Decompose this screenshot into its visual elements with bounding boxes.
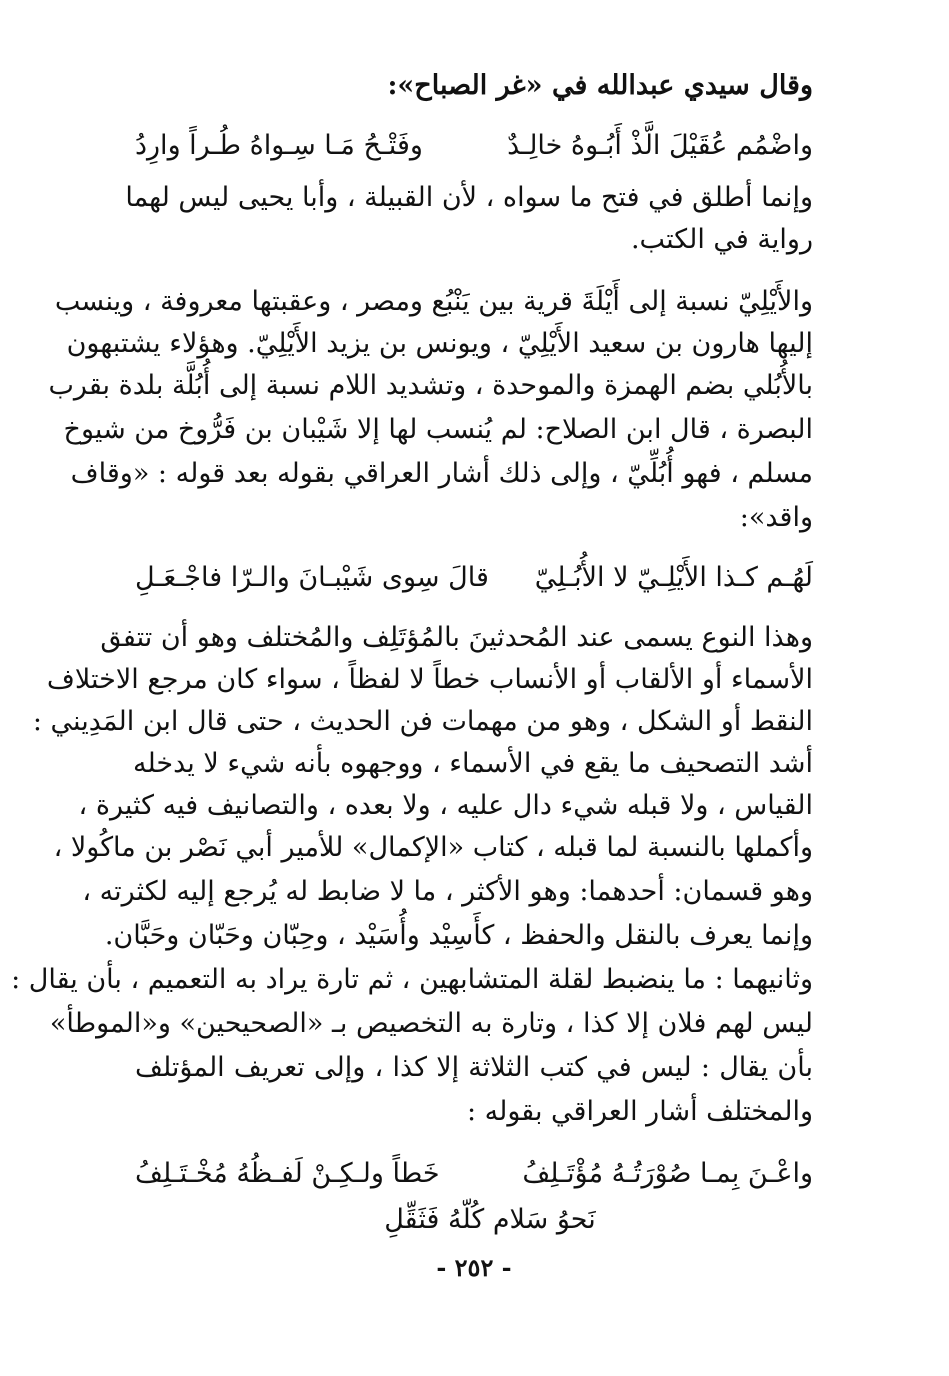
paragraph-line: مسلم ، فهو أُبُلِّيّ ، وإلى ذلك أشار العراقي بقوله بعد قوله : «وقاف xyxy=(70,458,813,489)
paragraph-line: النقط أو الشكل ، وهو من مهمات فن الحديث ، حتى قال ابن المَدِيني : xyxy=(32,706,813,737)
paragraph-line: البصرة ، قال ابن الصلاح: لم يُنسب لها إلا شَيْبان بن فَرُّوخ من شيوخ xyxy=(63,414,813,445)
verse-3-second-hemistich: خَطاً ولـكِـنْ لَفـظُهُ مُخْـتَـلِفُ xyxy=(135,1158,440,1189)
paragraph-line: وأكملها بالنسبة لما قبله ، كتاب «الإكمال» للأمير أبي نَصْر بن ماكُولا ، xyxy=(53,832,813,863)
paragraph-line: والأَيْلِيّ نسبة إلى أَيْلَةَ قرية بين يَنْبُع ومصر ، وعقبتها معروفة ، وينسب xyxy=(54,286,813,317)
paragraph-line: أشد التصحيف ما يقع في الأسماء ، ووجهوه بأنه شيء لا يدخله xyxy=(133,748,813,779)
paragraph-line: وهو قسمان: أحدهما: وهو الأكثر ، ما لا ضابط له يُرجع إليه لكثرته ، xyxy=(82,876,813,907)
verse-3-tail: نَحوُ سَلام كُلّهُ فَثَقِّلِ xyxy=(384,1204,596,1235)
section-heading: وقال سيدي عبدالله في «غر الصباح»: xyxy=(387,70,813,101)
paragraph-line: وإنما أطلق في فتح ما سواه ، لأن القبيلة ، وأبا يحيى ليس لهما xyxy=(125,182,813,213)
paragraph-line: والمختلف أشار العراقي بقوله : xyxy=(466,1096,813,1127)
verse-3 xyxy=(135,1154,813,1194)
paragraph-line: ليس لهم فلان إلا كذا ، وتارة به التخصيص بـ «الصحيحين» و«الموطأ» xyxy=(49,1008,813,1039)
paragraph-line: وإنما يعرف بالنقل والحفظ ، كأَسِيْد وأُسَيْد ، وحِبّان وحَبّان وحَبَّان. xyxy=(104,920,813,951)
verse-2-first-hemistich: لَهُـم كـذا الأَيْلِـيّ لا الأُبُـلِيّ xyxy=(534,562,813,593)
verse-1-second-hemistich: وفَتْـحُ مَـا سِـواهُ طُـراً وارِدُ xyxy=(135,130,423,161)
verse-1-first-hemistich: واضْمُم عُقَيْلَ الَّذْ أَبُـوهُ خالِـدٌ xyxy=(507,130,813,161)
verse-1 xyxy=(135,126,813,166)
paragraph-line: إليها هارون بن سعيد الأَيْلِيّ ، ويونس بن يزيد الأَيْلِيّ. وهؤلاء يشتبهون xyxy=(66,328,813,359)
verse-3-first-hemistich: واعْـنَ بِمـا صُوْرَتُـهُ مُؤْتَـلِفُ xyxy=(522,1158,813,1189)
paragraph-line: رواية في الكتب. xyxy=(630,224,813,255)
paragraph-line: الأسماء أو الألقاب أو الأنساب خطاً لا لفظاً ، سواء كان مرجع الاختلاف xyxy=(46,664,813,695)
paragraph-line: واقد»: xyxy=(739,502,813,533)
paragraph-line: بأن يقال : ليس في كتب الثلاثة إلا كذا ، وإلى تعريف المؤتلف xyxy=(135,1052,813,1083)
verse-2 xyxy=(135,558,813,598)
paragraph-line: بالأُبُلي بضم الهمزة والموحدة ، وتشديد اللام نسبة إلى أُبُلَّة بلدة بقرب xyxy=(48,370,813,401)
page-number: - ٢٥٢ - xyxy=(436,1253,512,1282)
paragraph-line: وثانيهما : ما ينضبط لقلة المتشابهين ، ثم تارة يراد به التعميم ، بأن يقال : xyxy=(11,964,813,995)
paragraph-line: القياس ، ولا قبله شيء دال عليه ، ولا بعده ، والتصانيف فيه كثيرة ، xyxy=(78,790,813,821)
verse-2-second-hemistich: قالَ سِوى شَيْبـانَ والـرّا فاجْـعَـلِ xyxy=(135,562,489,593)
paragraph-line: وهذا النوع يسمى عند المُحدثينَ بالمُؤتَلِف والمُختلف وهو أن تتفق xyxy=(100,622,813,653)
